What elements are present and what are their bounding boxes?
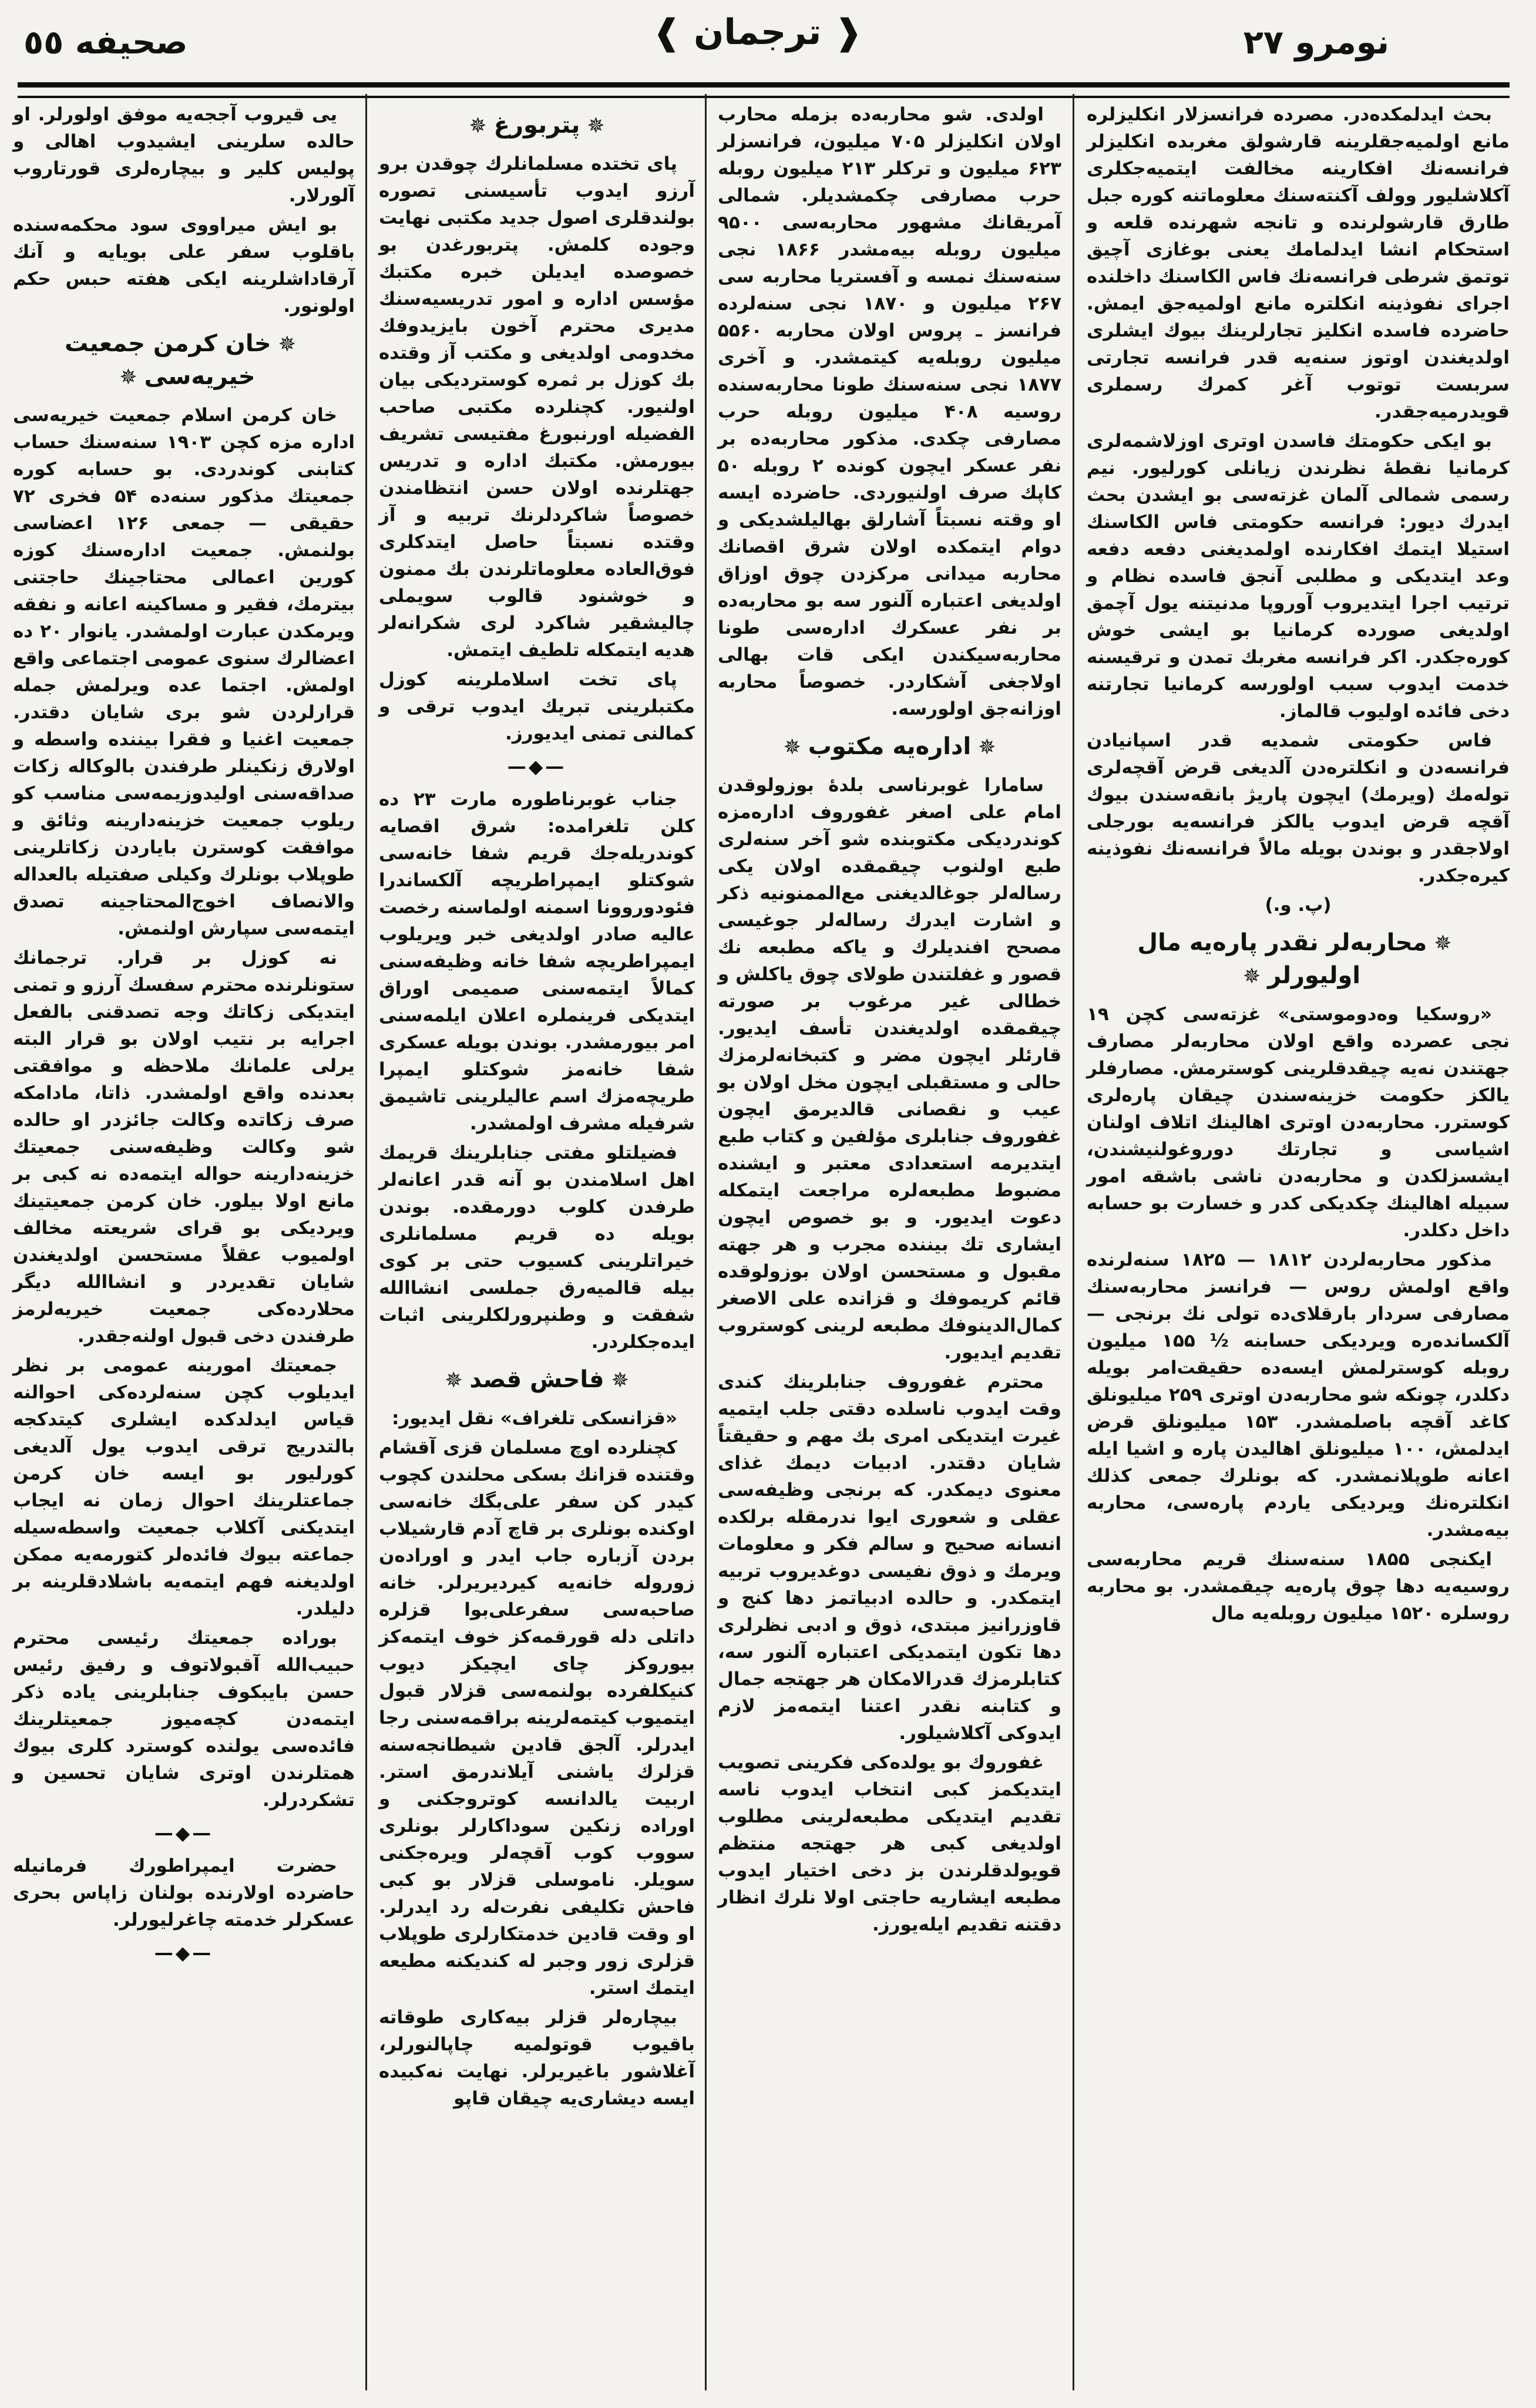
- issue-number: نومرو ٢٧: [1243, 23, 1389, 62]
- article-heading-text: خان کرمن جمعیت خیریه‌سی: [65, 330, 271, 390]
- paragraph: جناب غوبرناطوره مارت ۲۳ ده کلن تلغرامده: شرق اقصایه کوندریله‌جك قریم شفا خانه‌سی شوکتلو ایمپراطریچه آلکساندرا فئودوروونا اسمنه اولماسنه رخصت عالیه صادر اولدیغی خبر ویریلوب ایمپراطریچه شفا خانه وظیفه‌سنی کمالاً ایتمه‌سنی صمیمی اوراق ایتدیکی فرینملره اعلان ایلمه‌سنی امر بیورمشدر. بوندن بویله عسکری شفا خانه‌مز شوکتلو ایمپرا طریچه‌مزك اسم عالیلرینی تاشیمق شرفیله مشرف اولمشدر.: [379, 789, 695, 1134]
- paragraph: فاس حکومتی شمدیه قدر اسپانیادن فرانسه‌دن و انکلتره‌دن آلدیغی قرض آقچه‌لری تولەمك (ویرمك) ایچون پاریژ بانقه‌سندن بیوك آقچه قرض ایدوب یالکز فرانسه‌یه بورجلی اولاجقدر و بوندن بویله مالاً فرانسه‌نك نفوذینه کیره‌جکدر.: [1087, 730, 1510, 886]
- column-divider: [365, 94, 367, 2390]
- ornament-icon: ✵: [611, 1368, 629, 1393]
- paragraph: کچنلرده اوچ مسلمان قزی آقشام وقتنده قزانك بسکی محلندن کچوب کیدر کن سفر علی‌بگك خانه‌سی اوکنده بونلری بر قاچ آدم قارشیلاب بردن آزباره جاب ایدر و اوراده‌ن زوروله خانه‌یه کیردیریرلر. خانه صاحبه‌سی سفرعلی‌بوا قزلره داتلی دله قورقمه‌کز خوف ایتمه‌کز بیوروکز چای ایچیکز دیوب کنیکلفرده بولنمه‌سی قزلار قبول ایتمیوب کیتمه‌لرینه براقمه‌سنی رجا ایدرلر. آلجق قادین شیطانجه‌سنه قزلرك یاشنی آیلاندرمق استر. اربیت یالدانسه کوتروجکنی و اوراده زنکین سوداکارلر بونلری سووب کوب آقچه‌لر ویره‌جکنی سویلر. ناموسلی قزلار بو کبی فاحش تکلیفی نفرت‌له رد ایدرلر. او وقت قادین خدمتکارلری طوپلاب قزلری زور وجبر له کندیکنه مطیعه ایتمك استر.: [379, 1437, 695, 1999]
- ornament-icon: ✵: [278, 332, 296, 357]
- ornament-icon: ❰: [833, 12, 863, 53]
- newspaper-title: [652, 12, 863, 53]
- header-rule: [18, 82, 1510, 98]
- page-number: صحیفه ٥٥: [23, 23, 188, 62]
- section-divider: —◆—: [154, 1942, 214, 1964]
- column-4: [13, 101, 355, 1972]
- column-divider: [705, 94, 707, 2390]
- article-heading: [379, 109, 695, 142]
- ornament-icon: ✵: [445, 1368, 463, 1393]
- column-divider: [1073, 94, 1074, 2390]
- article-heading: [379, 1364, 695, 1397]
- paragraph: پای تخت اسلاملرینه کوزل مکتبلرینی تبریك ایدوب ترقی و کمالنی تمنی ایدیورز.: [379, 669, 695, 744]
- paragraph: جمعیتك امورینه عمومی بر نظر ایدیلوب کچن سنه‌لرده‌کی احوالنه قیاس ایدلدکده ایشلری کیتدکجه بالتدریج ترقی ایدوب یول آلدیغی کورلیور بو ایسه خان کرمن جماعتلرینك احوال زمان نه ایجاب ایتدیکنی آکلاب جمعیت واسطه‌سیله جماعته بیوك فائده‌لر کتورمه‌یه ممکن اولدیغنه فهم ایتمه‌یه باشلادقلرینه بر دلیلدر.: [13, 1355, 355, 1619]
- paragraph: سامارا غوبرناسی بلدهٔ بوزولوقدن امام علی اصغر غفوروف اداره‌مزه کوندردیکی مکتوبنده شو آخر سنه‌لری طبع اولنوب چیقمقده اولان یکی رساله‌لر جوغالدیغنی مع‌الممنونیه ذکر و اشارت ایدرك رساله‌لر جوغیسی مصحح افندیلرك و یاکه مطبعه نك قصور و غفلتندن طولای چوق یاکلش و خطالی غیر مرغوب بر صورته چیقمقده اولدیغندن تأسف ایدیور. قارئلر ایچون مضر و کتبخانه‌لرمزك حالی و مستقبلی ایچون مخل اولان بو عیب و نقصانی قالدیرمق ایچون غفوروف جنابلری مؤلفین و کتاب طبع ایتدیرمه استعدادی معتبر و ایشنده مضبوط مطبعه‌لره مراجعت ایتمکله دعوت ایدیور. و بو خصوص ایچون ایشاری تك بیننده مجرب و هر جهته مقبول و مستحسن اولان بوزولوقده قائم کریموفك و قزانده علی الاصغر کمال‌الدینوفك مطبعه لرینی کوستروب تقدیم ایدیور.: [718, 775, 1061, 1363]
- column-2: [718, 101, 1061, 1940]
- paragraph: مذکور محاربه‌لردن ۱۸۱۲ — ۱۸۲۵ سنه‌لرنده واقع اولمش روس — فرانسز محاربه‌سنك مصارفی سردار بارقلای‌ده تولی نك برنجی — آلکسانده‌ره ویردیکی حسابنه ½ ۱۵۵ میلیون روبله کوسترلمش ایسه‌ده حقیقت‌امر بویله دکلدر، چونکه شو محاربه‌دن اوتری ۲۵۹ میلیونلق کاغد آقچه باصلمشدر. ۱۵۳ میلیونلق قرض ایدلمش، ۱۰۰ میلیونلق اهالیدن پاره و اشیا ایله اعانه طوپلانمشدر. که بونلرك جمعی کذلك انکلتره‌نك ویردیکی یاردم پاره‌سی، محاربه بیه‌مشدر.: [1087, 1249, 1510, 1541]
- paragraph: پای تختده مسلمانلرك چوقدن برو آرزو ایدوب تأسیسنی تصوره بولندقلری اصول جدید مکتبی نهایت وجوده کلمش. پتربورغدن بو خصوصده ایدیلن خبره مکتبك مؤسس اداره و امور تدریسیه‌سنك مدیری محترم آخون بایزیدوفك مخدومی اولدیغی و مکتب آز وقتده بك کوزل بر ثمره کوستردیکی بیان اولنیور. کچنلرده مکتبی صاحب الفضیله اورنبورغ مفتیسی تشریف بیورمش. مکتبك اداره و تدریس جهتلرنده اولان حسن انتظامندن خصوصاً شاکردلرنك تربیه و آز وقتده نسبتاً حاصل ایتدکلری فوق‌العاده معلوماتلرندن بك ممنون و خوشنود قالوب سویملی چالیشقیر شاکرد لری شکرانه‌لر هدیه ایتمکله تلطیف ایتمش.: [379, 153, 695, 661]
- paragraph: نه کوزل بر قرار. ترجمانك ستونلرنده محترم سفسك آرزو و تمنی ایتدیکی زکاتك وجه تصدقنی بالفعل اجرایه بر نتیب اولان بو قرار البته یرلی علمانك ملاحظه و موافقتی بعدنده واقع اولمشدر. ذاتا، مادامکه صرف زکاتده وکالت جائزدر او حالده شو وکالت وظیفه‌سنی جمعیتك خزینه‌دارینه حواله ایتمه‌ده نه کبی بر مانع اولا بیلور. خان کرمن جمعیتینك ویردیکی بو قرای شریعته مخالف اولمیوب عقلاً مستحسن اولدیغندن شایان تقدیردر و انشاالله دیگر محلارده‌کی جمعیت خیریه‌لرمز طرفندن دخی قبول اولنه‌جقدر.: [13, 947, 355, 1347]
- article-heading-text: محاربه‌لر نقدر پاره‌یه مال اولیورلر: [1137, 929, 1427, 989]
- paragraph: بو ایکی حکومتك فاسدن اوتری اوزلاشمه‌لری کرمانیا نقطهٔ نظرندن زیانلی کورلیور. نیم رسمی شمالی آلمان غزته‌سی بو ایشدن بحث ایدرك دیور: فرانسه حکومتی فاس الکاسنك استیلا ایتمك افکارنده اولمدیغنی دفعه دفعه وعد ایتدیکی و مطلبی آنجق فاسده نظام و ترتیب اجرا ایتدیروب آوروپا مدنیتنه یول آچمق اولدیغی صورده کرمانیا بو ایشی خوش کوره‌جکدر. اکر فرانسه مغربك تمدن و ترقیسنه خدمت ایدوب سبب اولورسه کرمانیا تجارتنه دخی فائده اولیوب قالماز.: [1087, 431, 1510, 722]
- paragraph: «روسکیا وه‌دوموستی» غزته‌سی کچن ۱۹ نجی عصرده واقع اولان محاربه‌لر مصارف جهتندن نه‌یه چیقدقلرینی کوسترمش. مصارفلر یالکز حکومت خزینه‌سندن چیقان پاره‌لری کوسترر. محاربه‌دن اوتری اهالینك اتلاف اولنان اشیاسی و تجارتك دوروغولنیشندن، ایشسزلکدن و محاربه‌دن ناشی باشقه امور سبیله اهالینك چکدیکی کدر و خسارت بو حسابه داخل دکلدر.: [1087, 1004, 1510, 1241]
- ornament-icon: ❱: [652, 12, 682, 53]
- signature: (پ. و.): [1265, 894, 1332, 916]
- column-3: [379, 101, 695, 2114]
- section-divider: —◆—: [154, 1822, 214, 1844]
- article-heading-text: اداره‌یه مکتوب: [808, 733, 972, 760]
- paragraph: فضیلتلو مفتی جنابلرینك قریمك اهل اسلامندن بو آنه قدر اعانه‌لر طرفدن کلوب دورمقده. بوندن بویله ده قریم مسلمانلری خیراتلرینی کسیوب حتی بر کوی بیله قالمیه‌رق جملسی انشاالله شفقت و وطنپرورلکلرینی اثبات ایده‌جکلردر.: [379, 1142, 695, 1353]
- newspaper-title-text: ترجمان: [694, 12, 822, 53]
- column-1: [1087, 101, 1510, 1629]
- ornament-icon: ✵: [978, 735, 996, 759]
- article-heading-text: فاحش قصد: [469, 1366, 604, 1393]
- paragraph: بو ایش میراووی سود محکمه‌سنده باقلوب سفر علی بویایه و آنك آرقاداشلرینه ایکی هفته حبس حکم اولونور.: [13, 214, 355, 317]
- ornament-icon: ✵: [469, 114, 487, 138]
- ornament-icon: ✵: [783, 735, 801, 759]
- paragraph: خان کرمن اسلام جمعیت خیریه‌سی اداره مزه کچن ۱۹۰۳ سنه‌سنك حساب کتابنی کوندردی. بو حسابه کوره جمعیتك مذکور سنه‌ده ۵۴ فخری ۷۲ حقیقی — جمعی ۱۲۶ اعضاسی بولنمش. جمعیت اداره‌سنك کوزه کورین اعمالی محتاجینك حاجتنی بیترمك، فقیر و مساکینه اعانه و نفقه ویرمکدن عبارت اولمشدر. یانوار ۲۰ ده اعضالرك سنوی عمومی اجتماعی واقع اولمش. اجتما عده ویرلمش جمله قرارلردن شو بری شایان دقتدر. جمعیت اغنیا و فقرا بیننده واسطه و اولارق زنکینلر طرفندن بالوکاله زکات صداقه‌سنی اولیدوزیمه‌سی مناسب کو ریلوب جمعیت خزینه‌دارینه وثائق و موافقت کوسترن بایاردن زکاتلرینی طوپلاب بونلرك وکیلی صفتیله بالعداله والانصاف اخوج‌المحتاجینه تصدق ایتمه‌سی سپارش اولنمش.: [13, 405, 355, 939]
- paragraph: غفوروك بو یولده‌کی فکرینی تصویب ایتدیکمز کبی انتخاب ایدوب ناسه تقدیم ایتدیکی مطبعه‌لرینی مطلوب اولدیغی کبی هر جهتجه منتظم قویولدقلرندن بز دخی اختیار ایدوب مطبعه ایشاریه حاجتی اولا نلرك انظار دقتنه تقدیم ایله‌یورز.: [718, 1752, 1061, 1935]
- article-heading: [13, 328, 355, 394]
- article-heading: [1087, 927, 1510, 993]
- paragraph: حضرت ایمپراطورك فرمانیله حاضرده اولارنده بولنان زاپاس بحری عسکرلر خدمته چاغرلیورلر.: [13, 1855, 355, 1931]
- article-heading-text: پتربورغ: [493, 112, 580, 139]
- paragraph: بوراده جمعیتك رئیسی محترم حبیب‌الله آقبولاتوف و رفیق رئیس حسن بایبکوف جنابلرینی یاده ذکر ایتمه‌دن کچه‌میوز جمعیتلرینك فائده‌سی یولنده کوسترد کلری بیوك همتلرندن اوتری شایان تحسین و تشکردرلر.: [13, 1627, 355, 1811]
- paragraph: ایکنجی ۱۸۵۵ سنه‌سنك قریم محاربه‌سی روسیه‌یه دها چوق پاره‌یه چیقمشدر. بو محاربه روسلره ۱۵۲۰ میلیون روبله‌یه مال: [1087, 1549, 1510, 1624]
- paragraph: «قزانسکی تلغراف» نقل ایدیور:: [391, 1408, 677, 1429]
- paragraph: یی قیروب آججه‌یه موفق اولورلر. او حالده سلرینی ایشیدوب اهالی و پولیس کلیر و بیچاره‌لری قورتاروب آلورلار.: [13, 104, 355, 206]
- ornament-icon: ✵: [119, 365, 137, 389]
- paragraph: بحث ایدلمکده‌در. مصرده فرانسزلار انکلیزلره مانع اولمیه‌جقلرینه قارشولق مغربده انکلیزلر فرانسه‌نك افکارینه مخالفت ایتمیه‌جکلری آکلاشلیور وولف آکنته‌سنك معلوماتنه کوره جبل طارق قارشولرنده و تانجه شهرنده قلعه و استحکام انشا ایدلمامك یعنی بوغازی آچیق توتمق شرطی فرانسه‌نك فاس الکاسنك داخلنده اجرای نفوذینه انکلتره مانع اولمیه‌جق ایمش. حاضرده فاسده انکلیز تجارلرینك بیوك ایشلری اولدیغندن اوتوز سنه‌یه قدر فرانسه تجارتی سربست توتوب آغر کمرك رسملری قویدرمیه‌جقدر.: [1087, 104, 1510, 422]
- paragraph: محترم غفوروف جنابلرینك کندی وقت ایدوب ناسلده دقتی جلب ایتمیه غیرت ایتدیکی امری بك مهم و حقیقتاً شایان دقتدر. ادبیات دیمك غذای معنوی دیمکدر. که برنجی وظیفه‌سی عقلی و شعوری ایوا ندرمقله برلکده انسانه صحیح و سالم فکر و معلومات ویرمك و ذوق نفیسی دوغدیروب تربیه ایتمکدر. و حالده ادبیاتمز دها کنج و قاوزرانیز مبتدی، ذوق و ادبی نظرلری دها تکون ایتمدیکی اعتباره آلنور سه، کتابلرمزك قدرالامکان هر جهتجه جمال و کتابنه نقدر اعتنا ایتمه‌مز لازم ایدوکی آکلاشیلور.: [718, 1371, 1061, 1744]
- paragraph: بیچاره‌لر قزلر بیه‌کاری طوقاته باقیوب قوتولمیه چاپالنورلر، آغلاشور باغیریرلر. نهایت نه‌کبیده ایسه دیشاری‌یه چیقان قاپو: [379, 2007, 695, 2109]
- ornament-icon: ✵: [1242, 964, 1261, 988]
- ornament-icon: ✵: [587, 114, 605, 138]
- ornament-icon: ✵: [1434, 931, 1452, 956]
- paragraph: اولدی. شو محاربه‌ده بزمله محارب اولان انکلیزلر ۷۰۵ میلیون، فرانسزلر ۶۲۳ میلیون و ترکلر ۲۱۳ میلیون روبله حرب مصارفی چکمشدیلر. شمالی آمریقانك مشهور محاربه‌سی ۹۵۰۰ میلیون روبله بیه‌مشدر ۱۸۶۶ نجی سنه‌سنك نمسه و آفستریا محاربه سی ۲۶۷ میلیون و ۱۸۷۰ نجی سنه‌لرده فرانسز ـ پروس اولان محاربه ۵۵۶۰ میلیون روبله‌یه کیتمشدر. و آخری ۱۸۷۷ نجی سنه‌سنك طونا محاربه‌سنده روسیه ۴۰۸ میلیون روبله حرب مصارفی چکدی. مذکور محاربه‌ده بر نفر عسکر ایچون کونده ۲ روبله ۵۰ کاپك صرف اولنیوردی. حاضرده ایسه او وقته نسبتاً آشارلق بهالیلشدیکی و دوام ایتمکده اولان شرق اقصانك محاربه میدانی مرکزدن چوق اوزاق اولدیغی اعتباره آلنور سه بو محاربه‌ده بر نفر عسکرك اداره‌سی طونا محاربه‌سیکندن ایکی قات بهالی اولاجغی آشکاردر. خصوصاً محاربه اوزانه‌جق اولورسه.: [718, 104, 1061, 719]
- article-heading: [718, 731, 1061, 764]
- section-divider: —◆—: [507, 755, 567, 778]
